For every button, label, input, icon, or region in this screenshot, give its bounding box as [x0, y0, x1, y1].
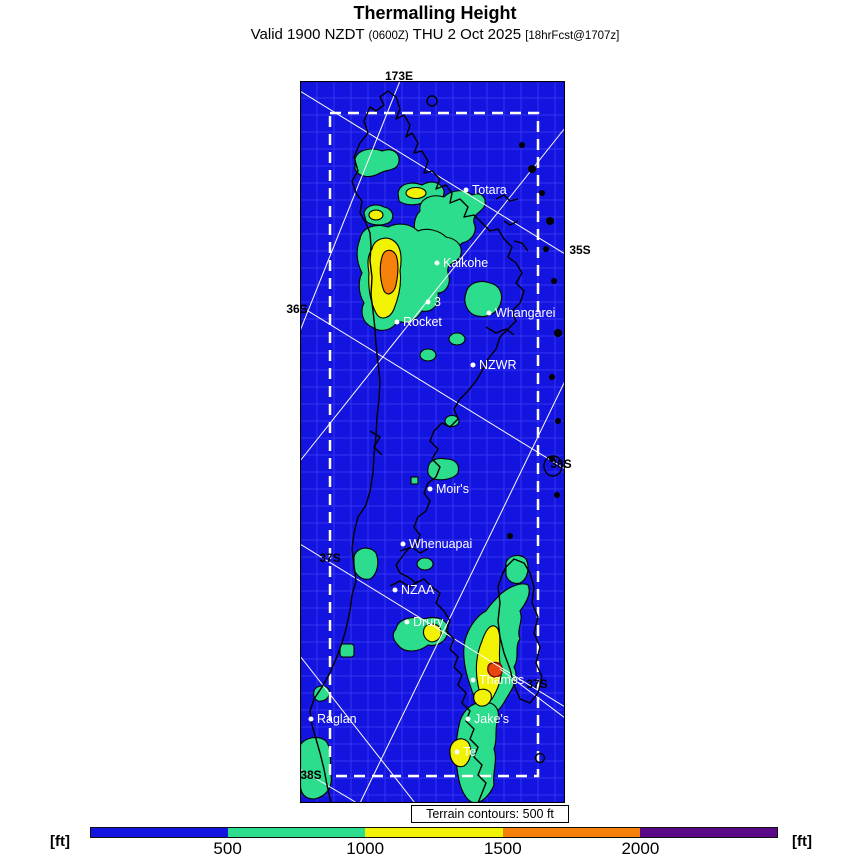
place-label-3: 3 [434, 295, 441, 309]
valid-time-line [10, 26, 850, 43]
height-colorbar [90, 827, 778, 838]
colorbar-tick-1500: 1500 [483, 839, 522, 858]
place-label-totara: Totara [472, 183, 507, 197]
colorbar-unit-left: [ft] [50, 833, 70, 850]
place-dot-kaikohe [435, 261, 440, 266]
place-dot-rocket [395, 320, 400, 325]
place-label-thames: Thames [479, 673, 525, 687]
place-dot-jake-s [466, 717, 471, 722]
place-dot-nzaa [393, 588, 398, 593]
place-label-whenuapai: Whenuapai [409, 537, 473, 551]
place-label-kaikohe: Kaikohe [443, 256, 489, 270]
place-label-te: Te [463, 745, 477, 759]
colorbar-segment-500-1000 [228, 828, 365, 837]
terrain-contour-note: Terrain contours: 500 ft [411, 805, 569, 823]
grid-label-35s: 35S [569, 243, 591, 257]
valid-zulu: (0600Z) [368, 30, 409, 42]
place-dot-moir-s [428, 487, 433, 492]
place-dot-thames [471, 678, 476, 683]
place-dot-nzwr [471, 363, 476, 368]
place-label-rocket: Rocket [403, 315, 442, 329]
place-dot-drury [405, 620, 410, 625]
valid-prefix: Valid 1900 NZDT [250, 26, 369, 43]
valid-date: THU 2 Oct 2025 [408, 26, 526, 43]
colorbar-segment-1500-2000 [503, 828, 640, 837]
place-label-drury: Drury [413, 615, 444, 629]
colorbar-segment-1000-1500 [365, 828, 502, 837]
grid-label-173e: 173E [384, 69, 414, 83]
place-label-raglan: Raglan [317, 712, 357, 726]
place-dot-te [455, 750, 460, 755]
forecast-tag: [18hrFcst@1707z] [525, 30, 620, 42]
grid-label-38s: 38S [300, 768, 322, 782]
place-label-nzwr: NZWR [479, 358, 517, 372]
colorbar-segment-2000+ [640, 828, 777, 837]
place-dot-raglan [309, 717, 314, 722]
colorbar-tick-1000: 1000 [346, 839, 385, 858]
place-label-jake-s: Jake's [474, 712, 510, 726]
grid-label-37s: 37S [319, 551, 341, 565]
thermalling-map [300, 81, 565, 803]
place-dot-totara [464, 188, 469, 193]
colorbar-tick-2000: 2000 [621, 839, 660, 858]
map-canvas [300, 81, 565, 803]
colorbar-tick-500: 500 [213, 839, 242, 858]
colorbar-segment-0-500 [91, 828, 228, 837]
place-label-whangarei: Whangarei [495, 306, 556, 320]
place-dot-3 [426, 300, 431, 305]
place-dot-whenuapai [401, 542, 406, 547]
place-dot-whangarei [487, 311, 492, 316]
grid-label-36s: 36S [286, 302, 308, 316]
colorbar-unit-right: [ft] [792, 833, 812, 850]
grid-label-36s: 36S [550, 457, 572, 471]
place-label-moir-s: Moir's [436, 482, 469, 496]
grid-label-37s: 37S [526, 677, 548, 691]
place-label-nzaa: NZAA [401, 583, 435, 597]
page-title: Thermalling Height [353, 3, 517, 23]
